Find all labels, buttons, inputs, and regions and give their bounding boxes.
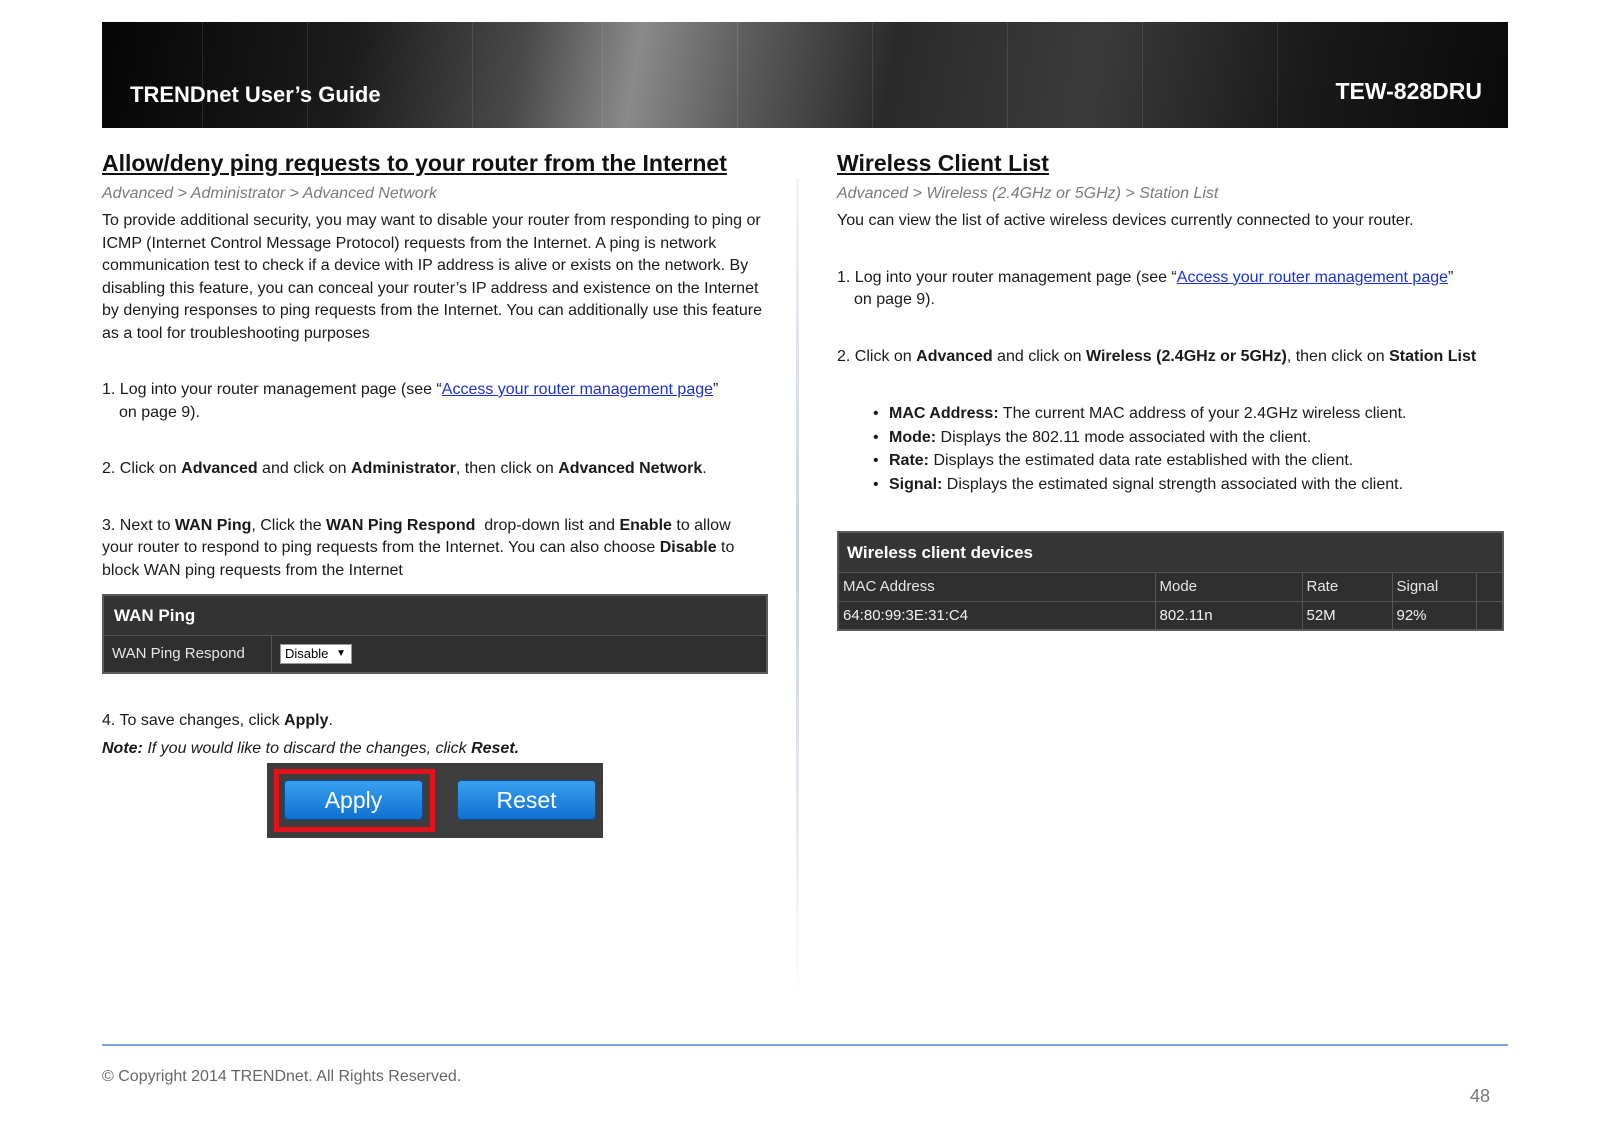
chevron-down-icon: ▼ — [336, 648, 346, 659]
page-number: 48 — [1470, 1086, 1491, 1106]
table-row — [839, 601, 1502, 629]
col-mode: Mode — [1155, 573, 1302, 601]
right-step-1-cont: on page 9). — [854, 291, 935, 308]
left-intro: To provide additional security, you may want to disable your router from responding to ping or ICMP (Internet Control Message Protocol) requests from the Internet. A ping is network communication test to check if a device with IP address is alive or exists on the network. By disabling this feature, you can conceal your router’s IP address and existence on the Internet by denying responses to ping requests from the Internet. You can additionally use this feature as a tool for troubleshooting purposes — [102, 212, 762, 342]
col-mac-address: MAC Address — [839, 573, 1155, 601]
header-banner — [102, 22, 1508, 128]
apply-button[interactable]: Apply — [284, 780, 423, 820]
cell-mode: 802.11n — [1155, 601, 1302, 629]
left-column — [102, 150, 764, 582]
cell-rate: 52M — [1302, 601, 1392, 629]
table-header-row — [839, 573, 1502, 601]
model-name: TEW-828DRU — [1335, 78, 1482, 104]
guide-title: TRENDnet User’s Guide — [130, 82, 381, 107]
field-descriptions — [837, 402, 1507, 496]
left-breadcrumb: Advanced > Administrator > Advanced Network — [102, 185, 437, 202]
cell-mac-address: 64:80:99:3E:31:C4 — [839, 601, 1155, 629]
column-divider — [796, 178, 799, 1000]
wan-ping-respond-select[interactable]: Disable ▼ — [280, 644, 352, 664]
right-column — [837, 150, 1507, 496]
wan-ping-panel-title: WAN Ping — [104, 596, 766, 636]
right-intro: You can view the list of active wireless devices currently connected to your router. — [837, 212, 1414, 229]
list-item: • Rate: Displays the estimated data rate established with the client. — [873, 449, 1507, 473]
left-step-1-cont: on page 9). — [119, 403, 200, 421]
left-step-4: 4. To save changes, click Apply. — [102, 712, 333, 729]
list-item: • MAC Address: The current MAC address of your 2.4GHz wireless client. — [873, 402, 1507, 426]
apply-reset-panel — [267, 763, 603, 838]
wan-ping-panel — [102, 594, 768, 674]
left-step-1: 1. Log into your router management page (see “Access your router management page” — [102, 381, 719, 398]
left-note: Note: If you would like to discard the changes, click Reset. — [102, 739, 520, 757]
left-step-2: 2. Click on Advanced and click on Administrator, then click on Advanced Network. — [102, 460, 707, 477]
right-router-page-link[interactable]: Access your router management page — [1176, 268, 1449, 286]
right-section-title: Wireless Client List — [837, 150, 1049, 176]
right-step-1: 1. Log into your router management page (see “Access your router management page” — [837, 268, 1454, 286]
copyright: © Copyright 2014 TRENDnet. All Rights Reserved. — [102, 1068, 462, 1085]
right-breadcrumb: Advanced > Wireless (2.4GHz or 5GHz) > Station List — [837, 185, 1219, 202]
reset-button[interactable]: Reset — [457, 780, 596, 820]
left-save-instructions — [102, 710, 764, 760]
wireless-client-panel — [837, 531, 1504, 631]
col-rate: Rate — [1302, 573, 1392, 601]
wireless-client-table — [839, 573, 1502, 629]
right-step-2: 2. Click on Advanced and click on Wireless (2.4GHz or 5GHz), then click on Station List — [837, 347, 1477, 365]
wan-ping-respond-label: WAN Ping Respond — [104, 636, 272, 672]
footer-rule — [102, 1044, 1508, 1046]
left-section-title: Allow/deny ping requests to your router from the Internet — [102, 150, 727, 176]
list-item: • Mode: Displays the 802.11 mode associated with the client. — [873, 426, 1507, 450]
wireless-client-panel-title: Wireless client devices — [839, 533, 1502, 573]
list-item: • Signal: Displays the estimated signal strength associated with the client. — [873, 473, 1507, 497]
left-step-3: 3. Next to WAN Ping, Click the WAN Ping Respond drop-down list and Enable to allow your router to respond to ping requests from the Internet. You can also choose Disable to block WAN ping requests from the Internet — [102, 516, 735, 579]
col-signal: Signal — [1392, 573, 1476, 601]
left-router-page-link[interactable]: Access your router management page — [441, 381, 714, 398]
cell-signal: 92% — [1392, 601, 1476, 629]
